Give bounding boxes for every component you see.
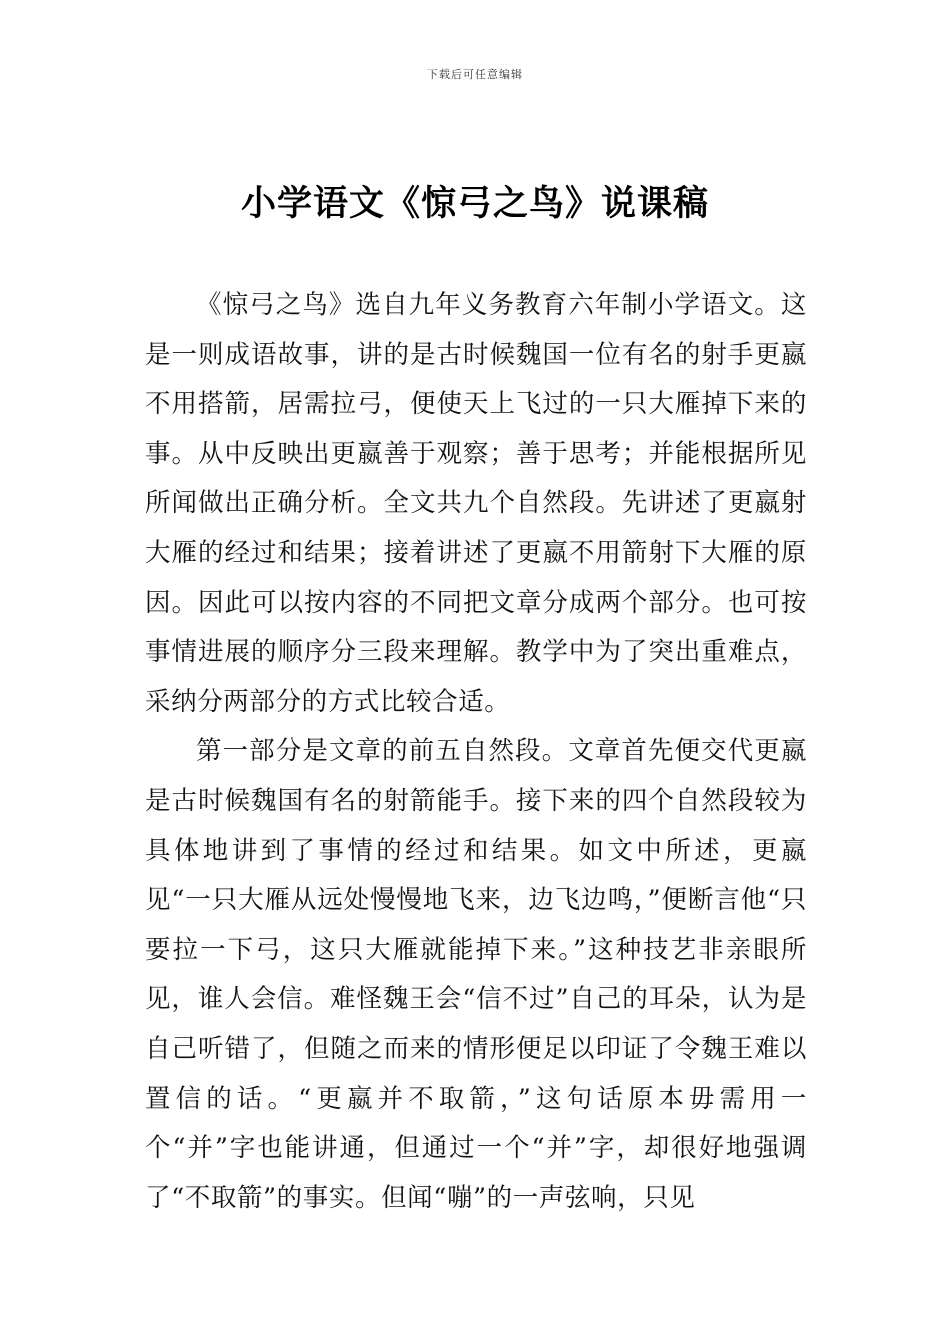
paragraph-2: 第一部分是文章的前五自然段。文章首先便交代更嬴是古时候魏国有名的射箭能手。接下来的四个自然段较为具体地讲到了事情的经过和结果。如文中所述，更嬴见“一只大雁从远处慢慢地飞来，边飞边鸣，”便断言他“只要拉一下弓，这只大雁就能掉下来。”这种技艺非亲眼所见，谁人会信。难怪魏王会“信不过”自己的耳朵，认为是自己听错了，但随之而来的情形便足以印证了令魏王难以置信的话。“更嬴并不取箭，”这句话原本毋需用一个“并”字也能讲通，但通过一个“并”字，却很好地强调了“不取箭”的事实。但闻“嘣”的一声弦响，只见 [145,736,807,1213]
document-body [145,281,807,1223]
header-note: 下载后可任意编辑 [427,68,523,81]
paragraph-1: 《惊弓之鸟》选自九年义务教育六年制小学语文。这是一则成语故事，讲的是古时候魏国一位有名的射手更嬴不用搭箭，居需拉弓，便使天上飞过的一只大雁掉下来的事。从中反映出更嬴善于观察；善于思考；并能根据所见所闻做出正确分析。全文共九个自然段。先讲述了更嬴射大雁的经过和结果；接着讲述了更嬴不用箭射下大雁的原因。因此可以按内容的不同把文章分成两个部分。也可按事情进展的顺序分三段来理解。教学中为了突出重难点，采纳分两部分的方式比较合适。 [145,290,807,717]
page-title: 小学语文《惊弓之鸟》说课稿 [240,184,709,224]
